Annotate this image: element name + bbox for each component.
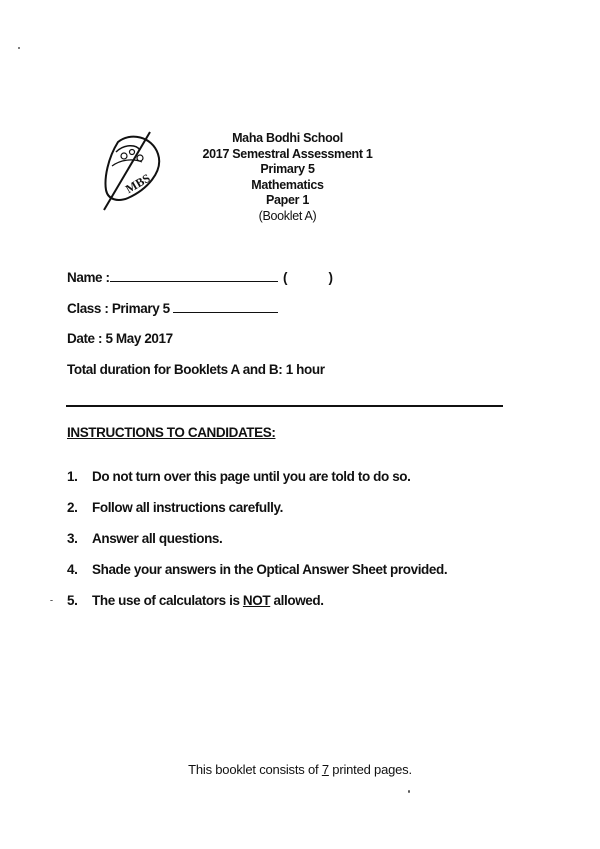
- assessment-title: 2017 Semestral Assessment 1: [202, 146, 373, 161]
- class-field: [67, 300, 278, 316]
- logo-letters: MBS: [123, 170, 153, 197]
- title-block: [180, 131, 395, 224]
- footer-pre: This booklet consists of: [188, 762, 322, 777]
- date: Date : 5 May 2017: [67, 331, 173, 346]
- class-blank: [173, 300, 278, 313]
- instruction-item: [67, 593, 324, 608]
- paper: Paper 1: [265, 193, 310, 207]
- item-text-post: allowed.: [270, 593, 324, 608]
- item-number: 1.: [67, 469, 78, 484]
- item-number: 2.: [67, 500, 78, 515]
- footer-post: printed pages.: [328, 762, 412, 777]
- scan-speck: [18, 47, 20, 49]
- scan-speck: [50, 600, 53, 601]
- class-label: Class : Primary 5: [67, 301, 170, 316]
- level: Primary 5: [260, 162, 315, 176]
- item-text: Shade your answers in the Optical Answer Sheet provided.: [92, 562, 448, 577]
- item-emphasis: NOT: [242, 593, 271, 608]
- item-number: 4.: [67, 562, 78, 577]
- item-text: Answer all questions.: [92, 531, 223, 546]
- name-blank: [110, 269, 278, 282]
- instruction-item: [67, 562, 447, 577]
- item-number: 3.: [67, 531, 78, 546]
- scan-speck: [408, 790, 410, 793]
- instruction-item: [67, 531, 222, 546]
- name-field: [67, 269, 333, 285]
- item-text: Do not turn over this page until you are told to do so.: [92, 469, 411, 484]
- item-number: 5.: [67, 593, 78, 608]
- page-count-note: [0, 762, 600, 777]
- instruction-item: [67, 500, 283, 515]
- item-text-pre: The use of calculators is: [92, 593, 243, 608]
- name-label: Name :: [67, 270, 110, 285]
- duration: Total duration for Booklets A and B: 1 hour: [67, 362, 325, 377]
- school-name: Maha Bodhi School: [232, 131, 343, 145]
- item-text: Follow all instructions carefully.: [92, 500, 283, 515]
- subject: Mathematics: [251, 177, 324, 192]
- divider-rule: [66, 405, 503, 407]
- instructions-heading: INSTRUCTIONS TO CANDIDATES:: [67, 425, 276, 440]
- page-count: 7: [321, 762, 329, 777]
- name-paren-open: (: [282, 270, 288, 285]
- name-paren-close: ): [328, 270, 333, 285]
- school-logo: [100, 128, 166, 212]
- instruction-item: [67, 469, 411, 484]
- booklet: (Booklet A): [258, 208, 317, 223]
